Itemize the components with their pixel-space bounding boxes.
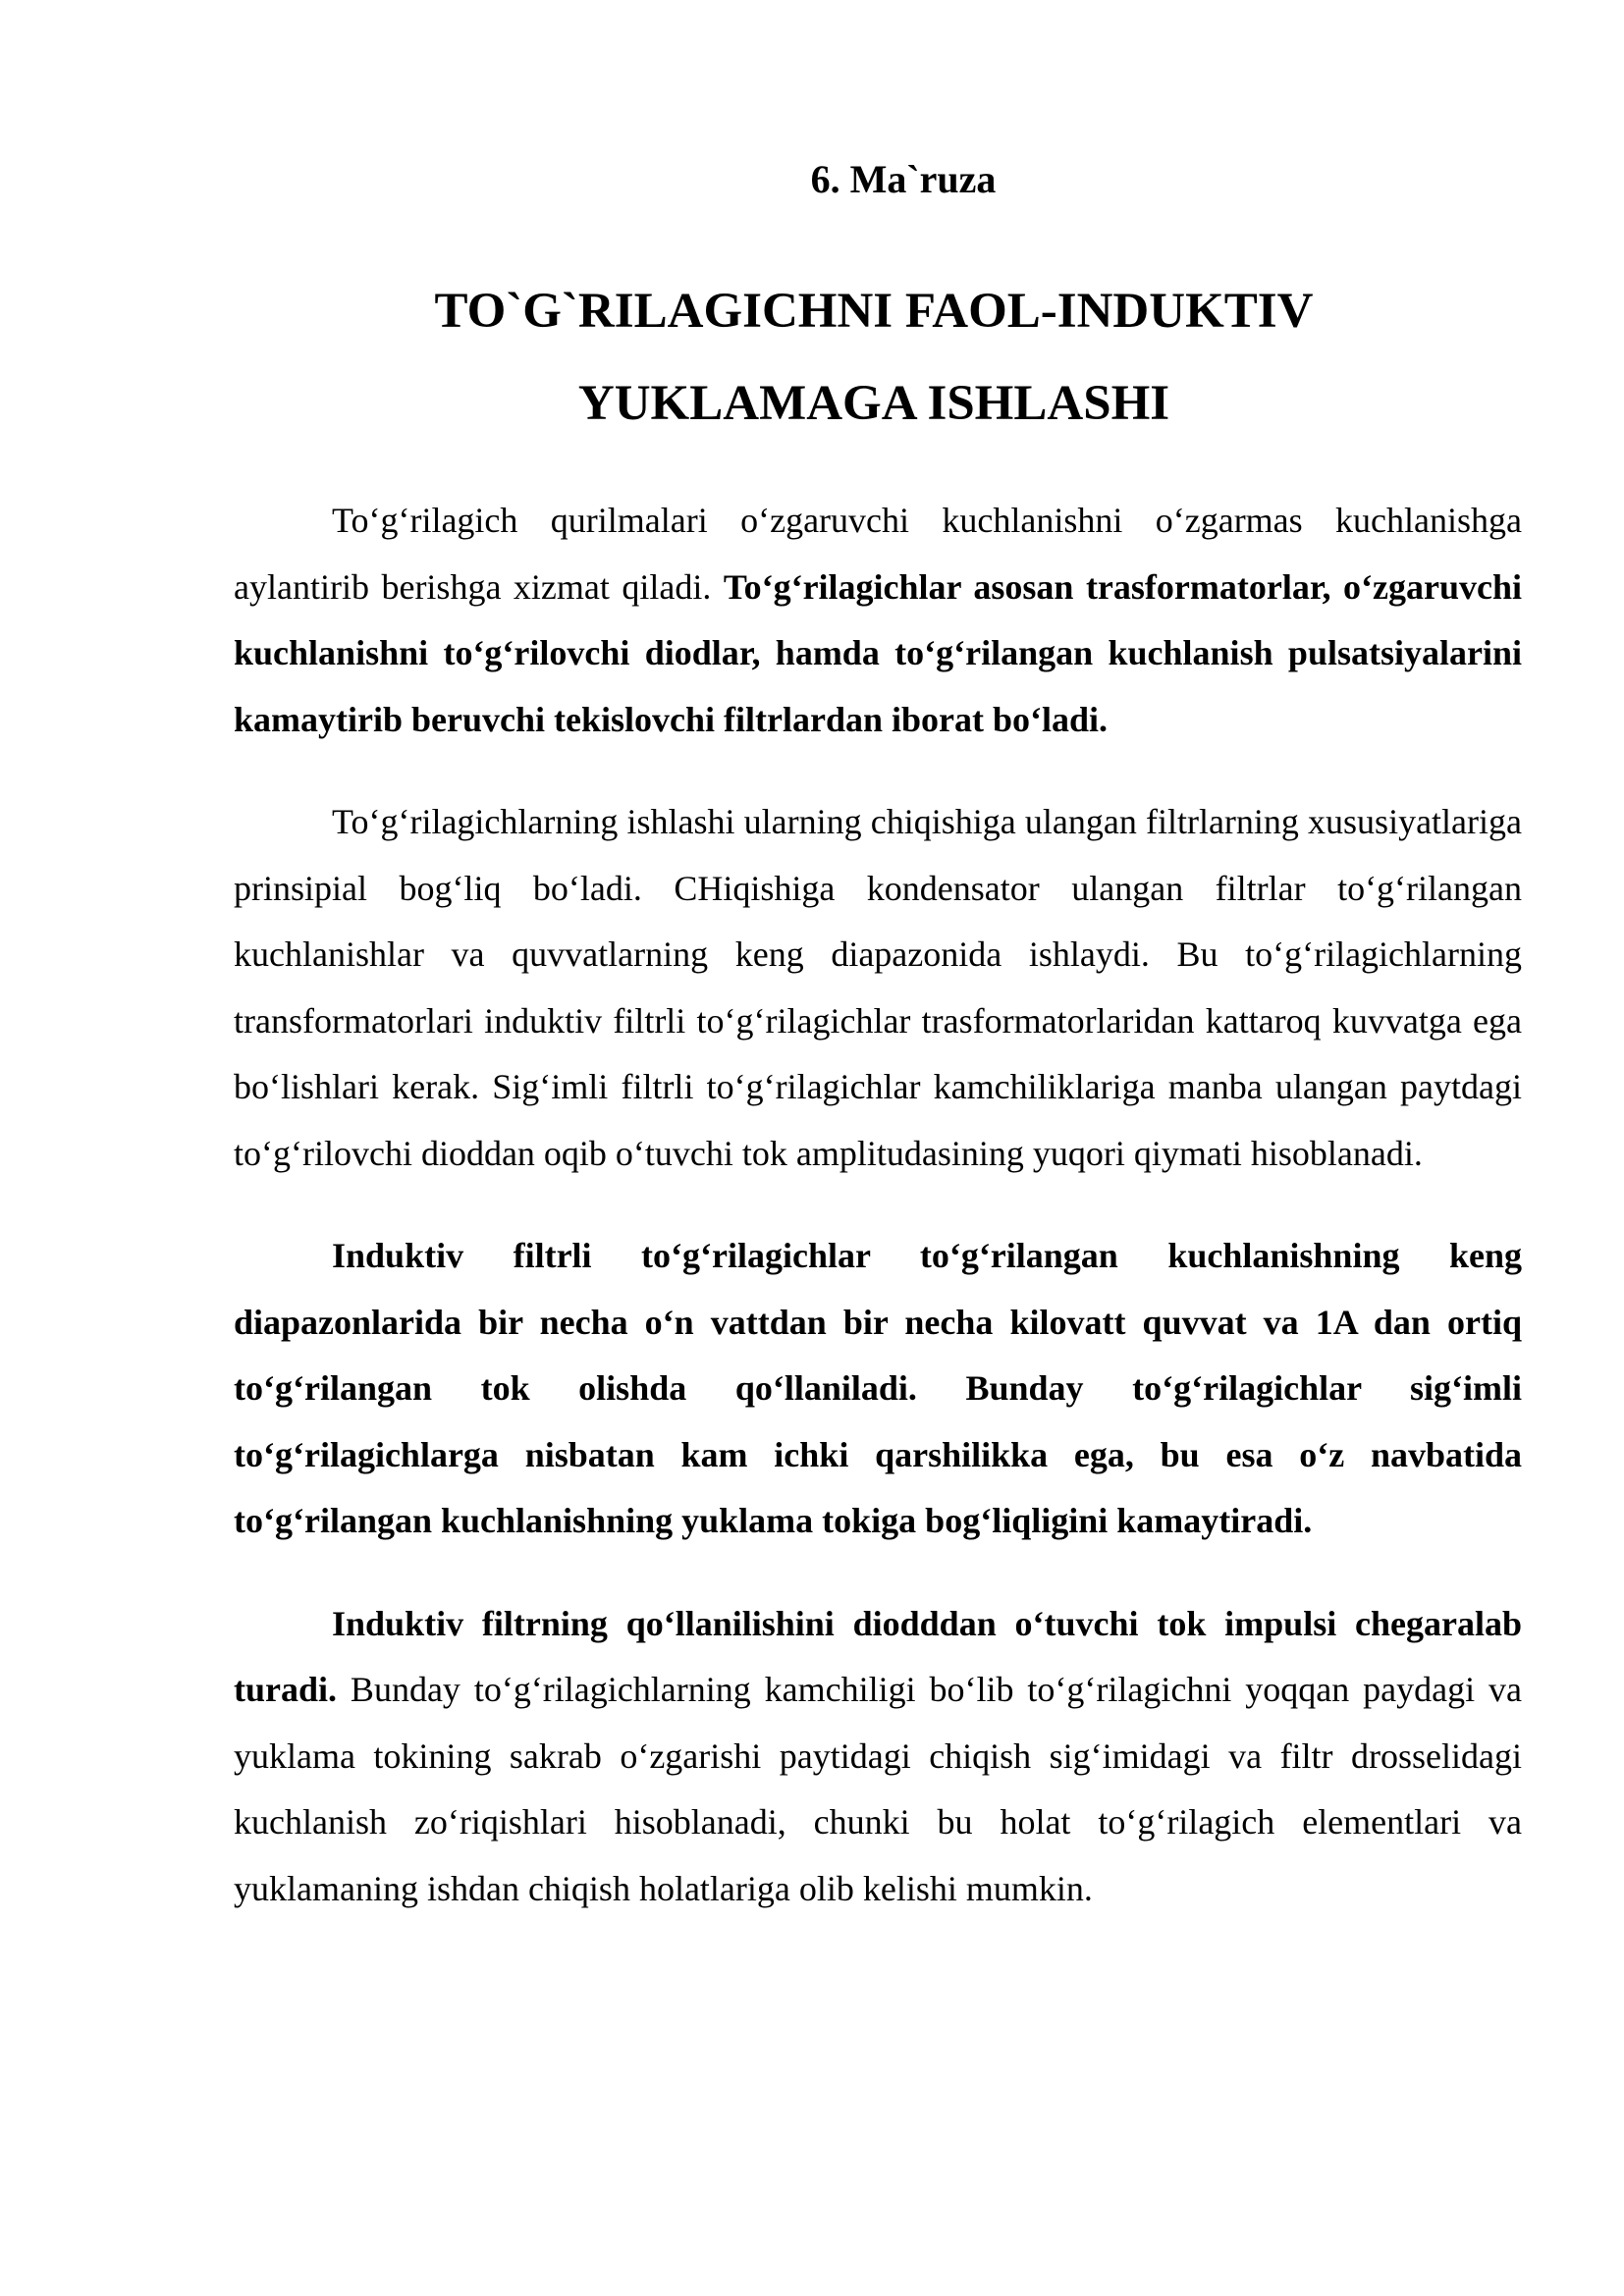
paragraph-2 (234, 789, 1522, 1187)
paragraph-4-segment-1: Induktiv filtrning qo‘llanilishini diodddan o‘tuvchi tok impulsi chegaralab turadi. (234, 1603, 1522, 1709)
paragraph-4 (234, 1591, 1522, 1923)
paragraph-1-segment-2: To‘g‘rilagichlar asosan trasformatorlar, o‘zgaruvchi kuchlanishni to‘g‘rilovchi diodlar, hamda to‘g‘rilangan kuchlanish pulsatsiyalarini kamaytirib beruvchi tekislovchi filtrlardan iborat bo‘ladi. (234, 566, 1522, 739)
paragraph-4-segment-2: Bunday to‘g‘rilagichlarning kamchiligi bo‘lib to‘g‘rilagichni yoqqan paydagi va yuklama tokining sakrab o‘zgarishi paytidagi chiqish sig‘imidagi va filtr drosselidagi kuchlanish zo‘riqishlari hisoblanadi, chunki bu holat to‘g‘rilagich elementlari va yuklamaning ishdan chiqish holatlariga olib kelishi mumkin. (234, 1670, 1522, 1908)
paragraph-2-segment-1: To‘g‘rilagichlarning ishlashi ularning chiqishiga ulangan filtrlarning xususiyatlariga prinsipial bog‘liq bo‘ladi. CHiqishiga kondensator ulangan filtrlar to‘g‘rilangan kuchlanishlar va quvvatlarning keng diapazonida ishlaydi. Bu to‘g‘rilagichlarning transformatorlari induktiv filtrli to‘g‘rilagichlar trasformatorlaridan kattaroq kuvvatga ega bo‘lishlari kerak. Sig‘imli filtrli to‘g‘rilagichlar kamchiliklariga manba ulangan paytdagi to‘g‘rilovchi dioddan oqib o‘tuvchi tok amplitudasining yuqori qiymati hisoblanadi. (234, 802, 1522, 1173)
paragraph-1 (234, 488, 1522, 753)
lecture-number: 6. Ma`ruza (810, 157, 997, 201)
document-title (236, 265, 1512, 450)
title-line-1: TO`G`RILAGICHNI FAOL-INDUKTIV (434, 284, 1314, 339)
body-text (234, 488, 1522, 1922)
paragraph-3 (234, 1223, 1522, 1555)
paragraph-3-segment-1: Induktiv filtrli to‘g‘rilagichlar to‘g‘rilangan kuchlanishning keng diapazonlarida bir necha o‘n vattdan bir necha kilovatt quvvat va 1A dan ortiq to‘g‘rilangan tok olishda qo‘llaniladi. Bunday to‘g‘rilagichlar sig‘imli to‘g‘rilagichlarga nisbatan kam ichki qarshilikka ega, bu esa o‘z navbatida to‘g‘rilangan kuchlanishning yuklama tokiga bog‘liqligini kamaytiradi. (234, 1236, 1522, 1540)
title-line-2: YUKLAMAGA ISHLASHI (577, 376, 1170, 431)
paragraph-1-segment-1: To‘g‘rilagich qurilmalari o‘zgaruvchi kuchlanishni o‘zgarmas kuchlanishga aylantirib berishga xizmat qiladi. (234, 501, 1522, 607)
